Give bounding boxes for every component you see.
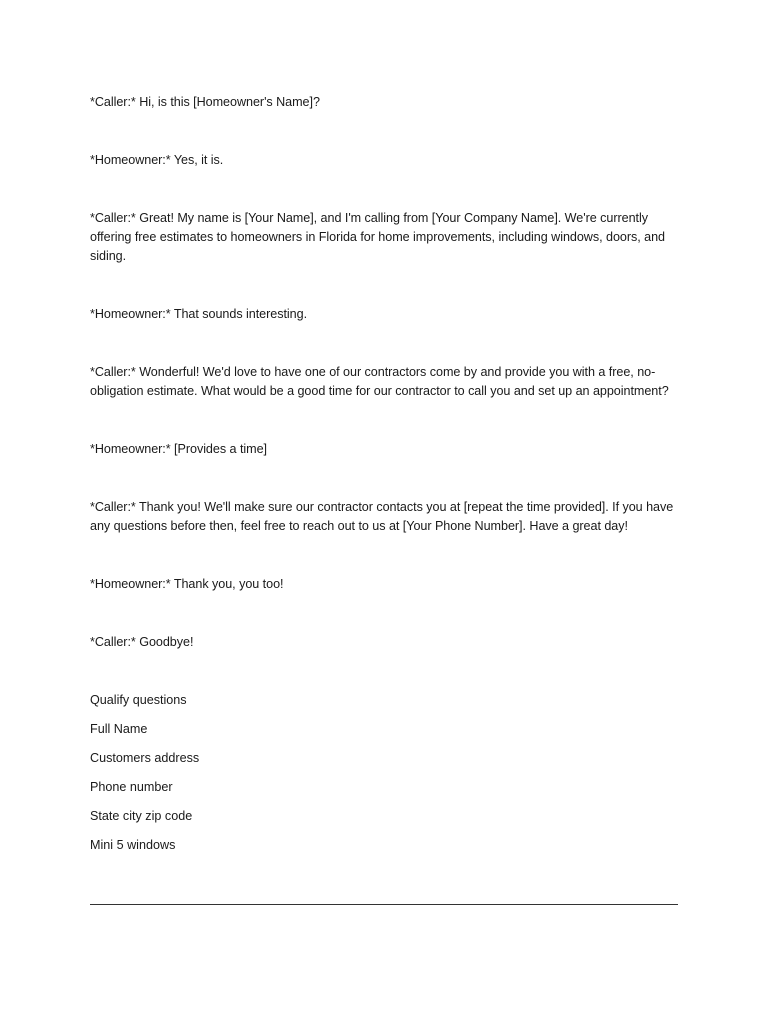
qualify-heading: Qualify questions: [90, 693, 187, 707]
qualify-questions-list: [90, 691, 682, 855]
dialogue-line-homeowner-confirm: *Homeowner:* Yes, it is.: [90, 153, 224, 167]
dialogue-line-homeowner-reply: *Homeowner:* Thank you, you too!: [90, 577, 284, 591]
dialogue-line-homeowner-interest: *Homeowner:* That sounds interesting.: [90, 307, 308, 321]
list-item: State city zip code: [90, 809, 193, 823]
footer-divider: [90, 904, 678, 905]
dialogue-line-caller-greeting: *Caller:* Hi, is this [Homeowner's Name]?: [90, 95, 320, 109]
dialogue-line-homeowner-time: *Homeowner:* [Provides a time]: [90, 442, 267, 456]
list-item: Phone number: [90, 780, 173, 794]
dialogue-line-caller-intro: *Caller:* Great! My name is [Your Name], and I'm calling from [Your Company Name]. We're currently offering free estimates to homeowners in Florida for home improvements, including windows, doors, and siding.: [90, 211, 666, 263]
dialogue-line-caller-goodbye: *Caller:* Goodbye!: [90, 635, 194, 649]
list-item: Full Name: [90, 722, 148, 736]
dialogue-line-caller-thanks: *Caller:* Thank you! We'll make sure our contractor contacts you at [repeat the time provided]. If you have any questions before then, feel free to reach out to us at [Your Phone Number]. Have a great day!: [90, 500, 674, 533]
dialogue-line-caller-offer: *Caller:* Wonderful! We'd love to have one of our contractors come by and provide you with a free, no-obligation estimate. What would be a good time for our contractor to call you and set up an appointment?: [90, 365, 669, 398]
list-item: Customers address: [90, 751, 200, 765]
document-body: [90, 93, 682, 865]
list-item: Mini 5 windows: [90, 838, 176, 852]
